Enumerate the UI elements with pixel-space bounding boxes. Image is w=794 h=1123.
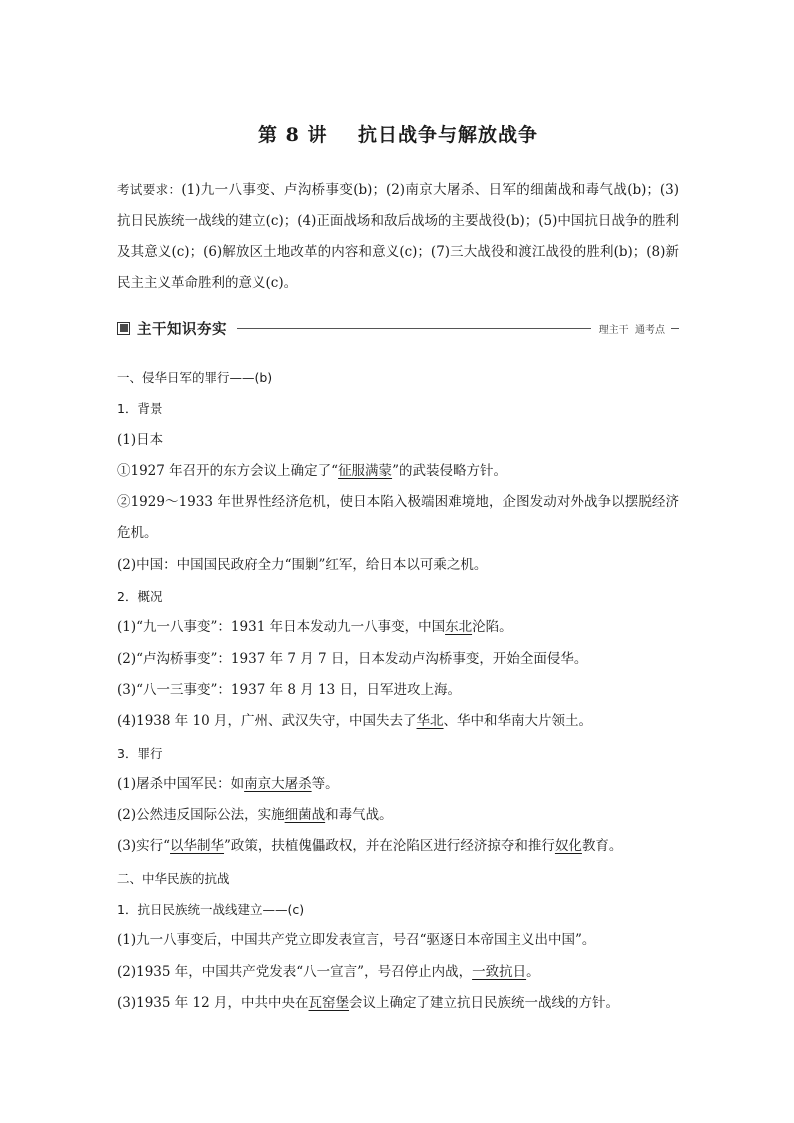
- text-line: [117, 487, 679, 550]
- text-segment: (2)“卢沟桥事变”：1937 年 7 月 7 日，日本发动卢沟桥事变，开始全面侵华。: [117, 650, 588, 667]
- text-line: [117, 425, 679, 456]
- text-segment: 等。: [311, 775, 339, 792]
- text-segment: 一、侵华日军的罪行——(b): [117, 370, 273, 385]
- page-title: 第 8 讲 抗日战争与解放战争: [258, 124, 538, 146]
- text-segment: ①1927 年召开的东方会议上确定了“: [117, 462, 339, 479]
- text-segment: (1)日本: [117, 431, 164, 448]
- text-line: [117, 769, 679, 800]
- text-segment: (3)实行“: [117, 838, 171, 855]
- section-heading: [117, 863, 679, 894]
- text-segment: (3)“八一三事变”：1937 年 8 月 13 日，日军进攻上海。: [117, 681, 462, 698]
- text-segment: ”的武装侵略方针。: [392, 462, 507, 479]
- underlined-keyword: 细菌战: [284, 807, 326, 824]
- underlined-keyword: 一致抗日: [472, 963, 527, 980]
- section-divider: [237, 328, 591, 329]
- text-segment: (1)屠杀中国军民：如: [117, 775, 245, 792]
- text-segment: 二、中华民族的抗战: [117, 870, 230, 886]
- text-segment: 1．抗日民族统一战线建立——(c): [117, 902, 305, 918]
- exam-requirements: [117, 174, 679, 299]
- text-segment: (2)公然违反国际公法，实施: [117, 807, 285, 824]
- text-line: [117, 800, 679, 831]
- content-body: [117, 362, 679, 1019]
- text-segment: 教育。: [581, 838, 623, 855]
- text-segment: 。: [526, 963, 540, 980]
- text-segment: (2)中国：中国国民政府全力“围剿”红军，给日本以可乘之机。: [117, 556, 488, 573]
- text-segment: 3．罪行: [117, 745, 163, 761]
- text-segment: (2)1935 年，中国共产党发表“八一宣言”，号召停止内战，: [117, 963, 473, 980]
- underlined-keyword: 南京大屠杀: [244, 775, 312, 792]
- underlined-keyword: 华北: [416, 713, 444, 730]
- section-heading: [117, 738, 679, 769]
- section-divider-tail: [671, 328, 679, 329]
- text-segment: (1)“九一八事变”：1931 年日本发动九一八事变，中国: [117, 619, 446, 636]
- text-line: [117, 957, 679, 988]
- section-heading: [117, 581, 679, 612]
- text-line: [117, 925, 679, 956]
- text-segment: 1．背景: [117, 401, 163, 417]
- section-heading: [117, 393, 679, 424]
- text-line: [117, 988, 679, 1019]
- underlined-keyword: 以华制华: [170, 838, 225, 855]
- section-subtitle: 理主干 通考点: [598, 324, 665, 336]
- text-segment: (1)九一八事变后，中国共产党立即发表宣言，号召“驱逐日本帝国主义出中国”。: [117, 932, 596, 949]
- text-segment: 沦陷。: [472, 619, 513, 636]
- text-line: [117, 675, 679, 706]
- underlined-keyword: 瓦窑堡: [308, 994, 350, 1011]
- text-segment: ②1929～1933 年世界性经济危机，使日本陷入极端困难境地，企图发动对外战争以摆脱经济危机。: [117, 494, 679, 542]
- text-segment: ”政策，扶植傀儡政权，并在沦陷区进行经济掠夺和推行: [224, 838, 555, 855]
- text-line: [117, 706, 679, 737]
- text-line: [117, 612, 679, 643]
- section-heading: [117, 362, 679, 393]
- text-segment: (4)1938 年 10 月，广州、武汉失守，中国失去了: [117, 713, 417, 730]
- underlined-keyword: 奴化: [554, 838, 582, 855]
- text-segment: 会议上确定了建立抗日民族统一战线的方针。: [349, 994, 620, 1011]
- square-bullet-icon: [117, 322, 130, 335]
- exam-requirements-label: 考试要求：: [117, 182, 182, 197]
- exam-requirements-text: (1)九一八事变、卢沟桥事变(b)；(2)南京大屠杀、日军的细菌战和毒气战(b)；(3)抗日民族统一战线的建立(c)；(4)正面战场和敌后战场的主要战役(b)；(5)中国抗日战争的胜利及其意义(c)；(6)解放区土地改革的内容和意义(c)；(7)三大战役和渡江战役的胜利(b)；(8)新民主主义革命胜利的意义(c)。: [117, 182, 679, 291]
- text-segment: (3)1935 年 12 月，中共中央在: [117, 994, 309, 1011]
- text-line: [117, 831, 679, 862]
- underlined-keyword: 东北: [445, 619, 473, 636]
- section-header: [117, 318, 679, 338]
- text-line: [117, 456, 679, 487]
- text-segment: 和毒气战。: [325, 807, 393, 824]
- text-line: [117, 644, 679, 675]
- section-heading: [117, 894, 679, 925]
- section-title: 主干知识夯实: [137, 321, 227, 338]
- underlined-keyword: 征服满蒙: [338, 462, 393, 479]
- text-segment: 、华中和华南大片领土。: [443, 713, 593, 730]
- text-segment: 2．概况: [117, 589, 163, 605]
- text-line: [117, 550, 679, 581]
